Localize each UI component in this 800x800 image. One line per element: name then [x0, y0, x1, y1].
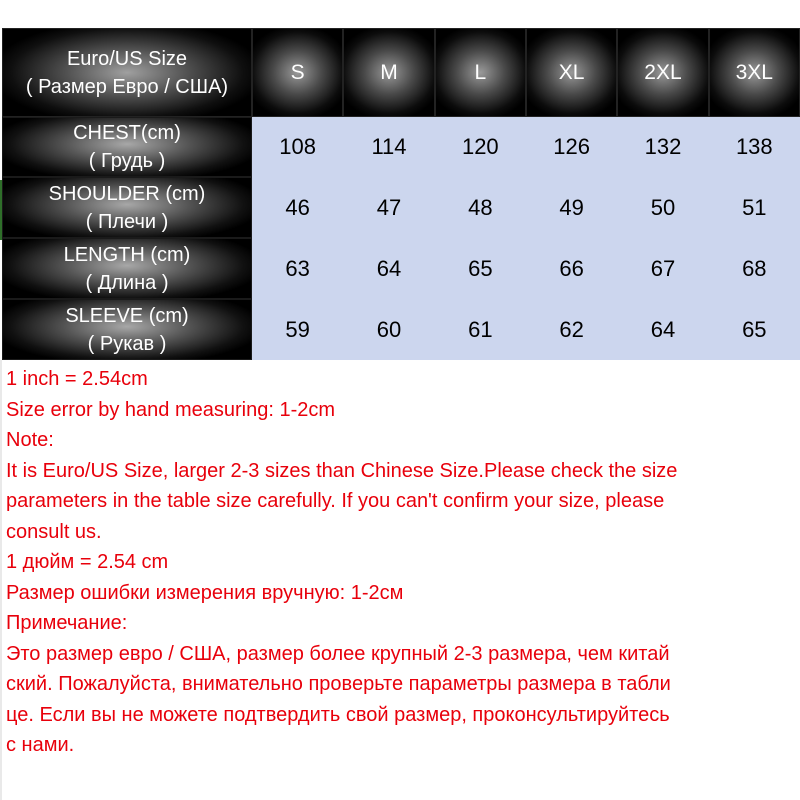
row-label-chest — [2, 117, 252, 177]
size-header-label-ru: ( Размер Евро / США) — [25, 75, 229, 98]
table-cell: 126 — [526, 117, 617, 177]
size-column-header: 3XL — [709, 28, 800, 117]
note-line: parameters in the table size carefully. If you can't confirm your size, please — [6, 490, 665, 512]
table-cell: 49 — [526, 177, 617, 238]
note-line: Size error by hand measuring: 1-2cm — [6, 398, 336, 421]
size-column-header: L — [435, 28, 526, 117]
table-cell: 132 — [617, 117, 708, 177]
row-label-text: SHOULDER (cm) — [48, 182, 206, 205]
table-cell: 66 — [526, 238, 617, 299]
table-cell: 64 — [343, 238, 434, 299]
note-line: Размер ошибки измерения вручную: 1-2см — [6, 581, 404, 604]
note-line: с нами. — [6, 734, 75, 756]
table-cell: 114 — [343, 117, 434, 177]
table-cell: 60 — [343, 299, 434, 360]
note-line: ский. Пожалуйста, внимательно проверьте параметры размера в табли — [6, 673, 671, 695]
note-line: це. Если вы не можете подтвердить свой размер, проконсультируйтесь — [6, 703, 670, 726]
table-cell: 62 — [526, 299, 617, 360]
row-label-text-ru: ( Длина ) — [85, 271, 169, 294]
table-cell: 64 — [617, 299, 708, 360]
row-label-shoulder — [2, 177, 252, 238]
note-line: Note: — [6, 429, 54, 451]
table-cell: 120 — [435, 117, 526, 177]
table-cell: 47 — [343, 177, 434, 238]
note-line: It is Euro/US Size, larger 2-3 sizes than Chinese Size.Please check the size — [6, 459, 678, 482]
table-cell: 65 — [435, 238, 526, 299]
note-line: 1 inch = 2.54cm — [6, 368, 148, 390]
row-label-length — [2, 238, 252, 299]
row-label-text: CHEST(cm) — [73, 122, 181, 144]
row-label-text: SLEEVE (cm) — [65, 304, 189, 327]
table-cell: 65 — [709, 299, 800, 360]
row-label-text-ru: ( Рукав ) — [87, 332, 167, 355]
table-cell: 59 — [252, 299, 343, 360]
table-cell: 138 — [709, 117, 800, 177]
note-line: Примечание: — [6, 612, 128, 634]
size-chart-table — [2, 28, 800, 360]
row-label-sleeve — [2, 299, 252, 360]
table-cell: 51 — [709, 177, 800, 238]
size-column-header: M — [343, 28, 434, 117]
row-label-text-ru: ( Грудь ) — [88, 150, 166, 172]
table-cell: 108 — [252, 117, 343, 177]
table-cell: 48 — [435, 177, 526, 238]
size-column-header: 2XL — [617, 28, 708, 117]
size-header-corner — [2, 28, 252, 117]
note-line: consult us. — [6, 520, 102, 543]
note-line: 1 дюйм = 2.54 cm — [6, 551, 169, 573]
row-label-text: LENGTH (cm) — [63, 243, 191, 266]
size-column-header: S — [252, 28, 343, 117]
table-cell: 68 — [709, 238, 800, 299]
table-cell: 50 — [617, 177, 708, 238]
size-notes — [6, 364, 796, 761]
left-edge-rule — [0, 360, 2, 800]
table-cell: 61 — [435, 299, 526, 360]
table-cell: 63 — [252, 238, 343, 299]
note-line: Это размер евро / США, размер более крупный 2-3 размера, чем китай — [6, 642, 670, 665]
size-header-label: Euro/US Size — [66, 47, 188, 70]
table-cell: 46 — [252, 177, 343, 238]
size-column-header: XL — [526, 28, 617, 117]
table-cell: 67 — [617, 238, 708, 299]
row-label-text-ru: ( Плечи ) — [85, 210, 169, 233]
